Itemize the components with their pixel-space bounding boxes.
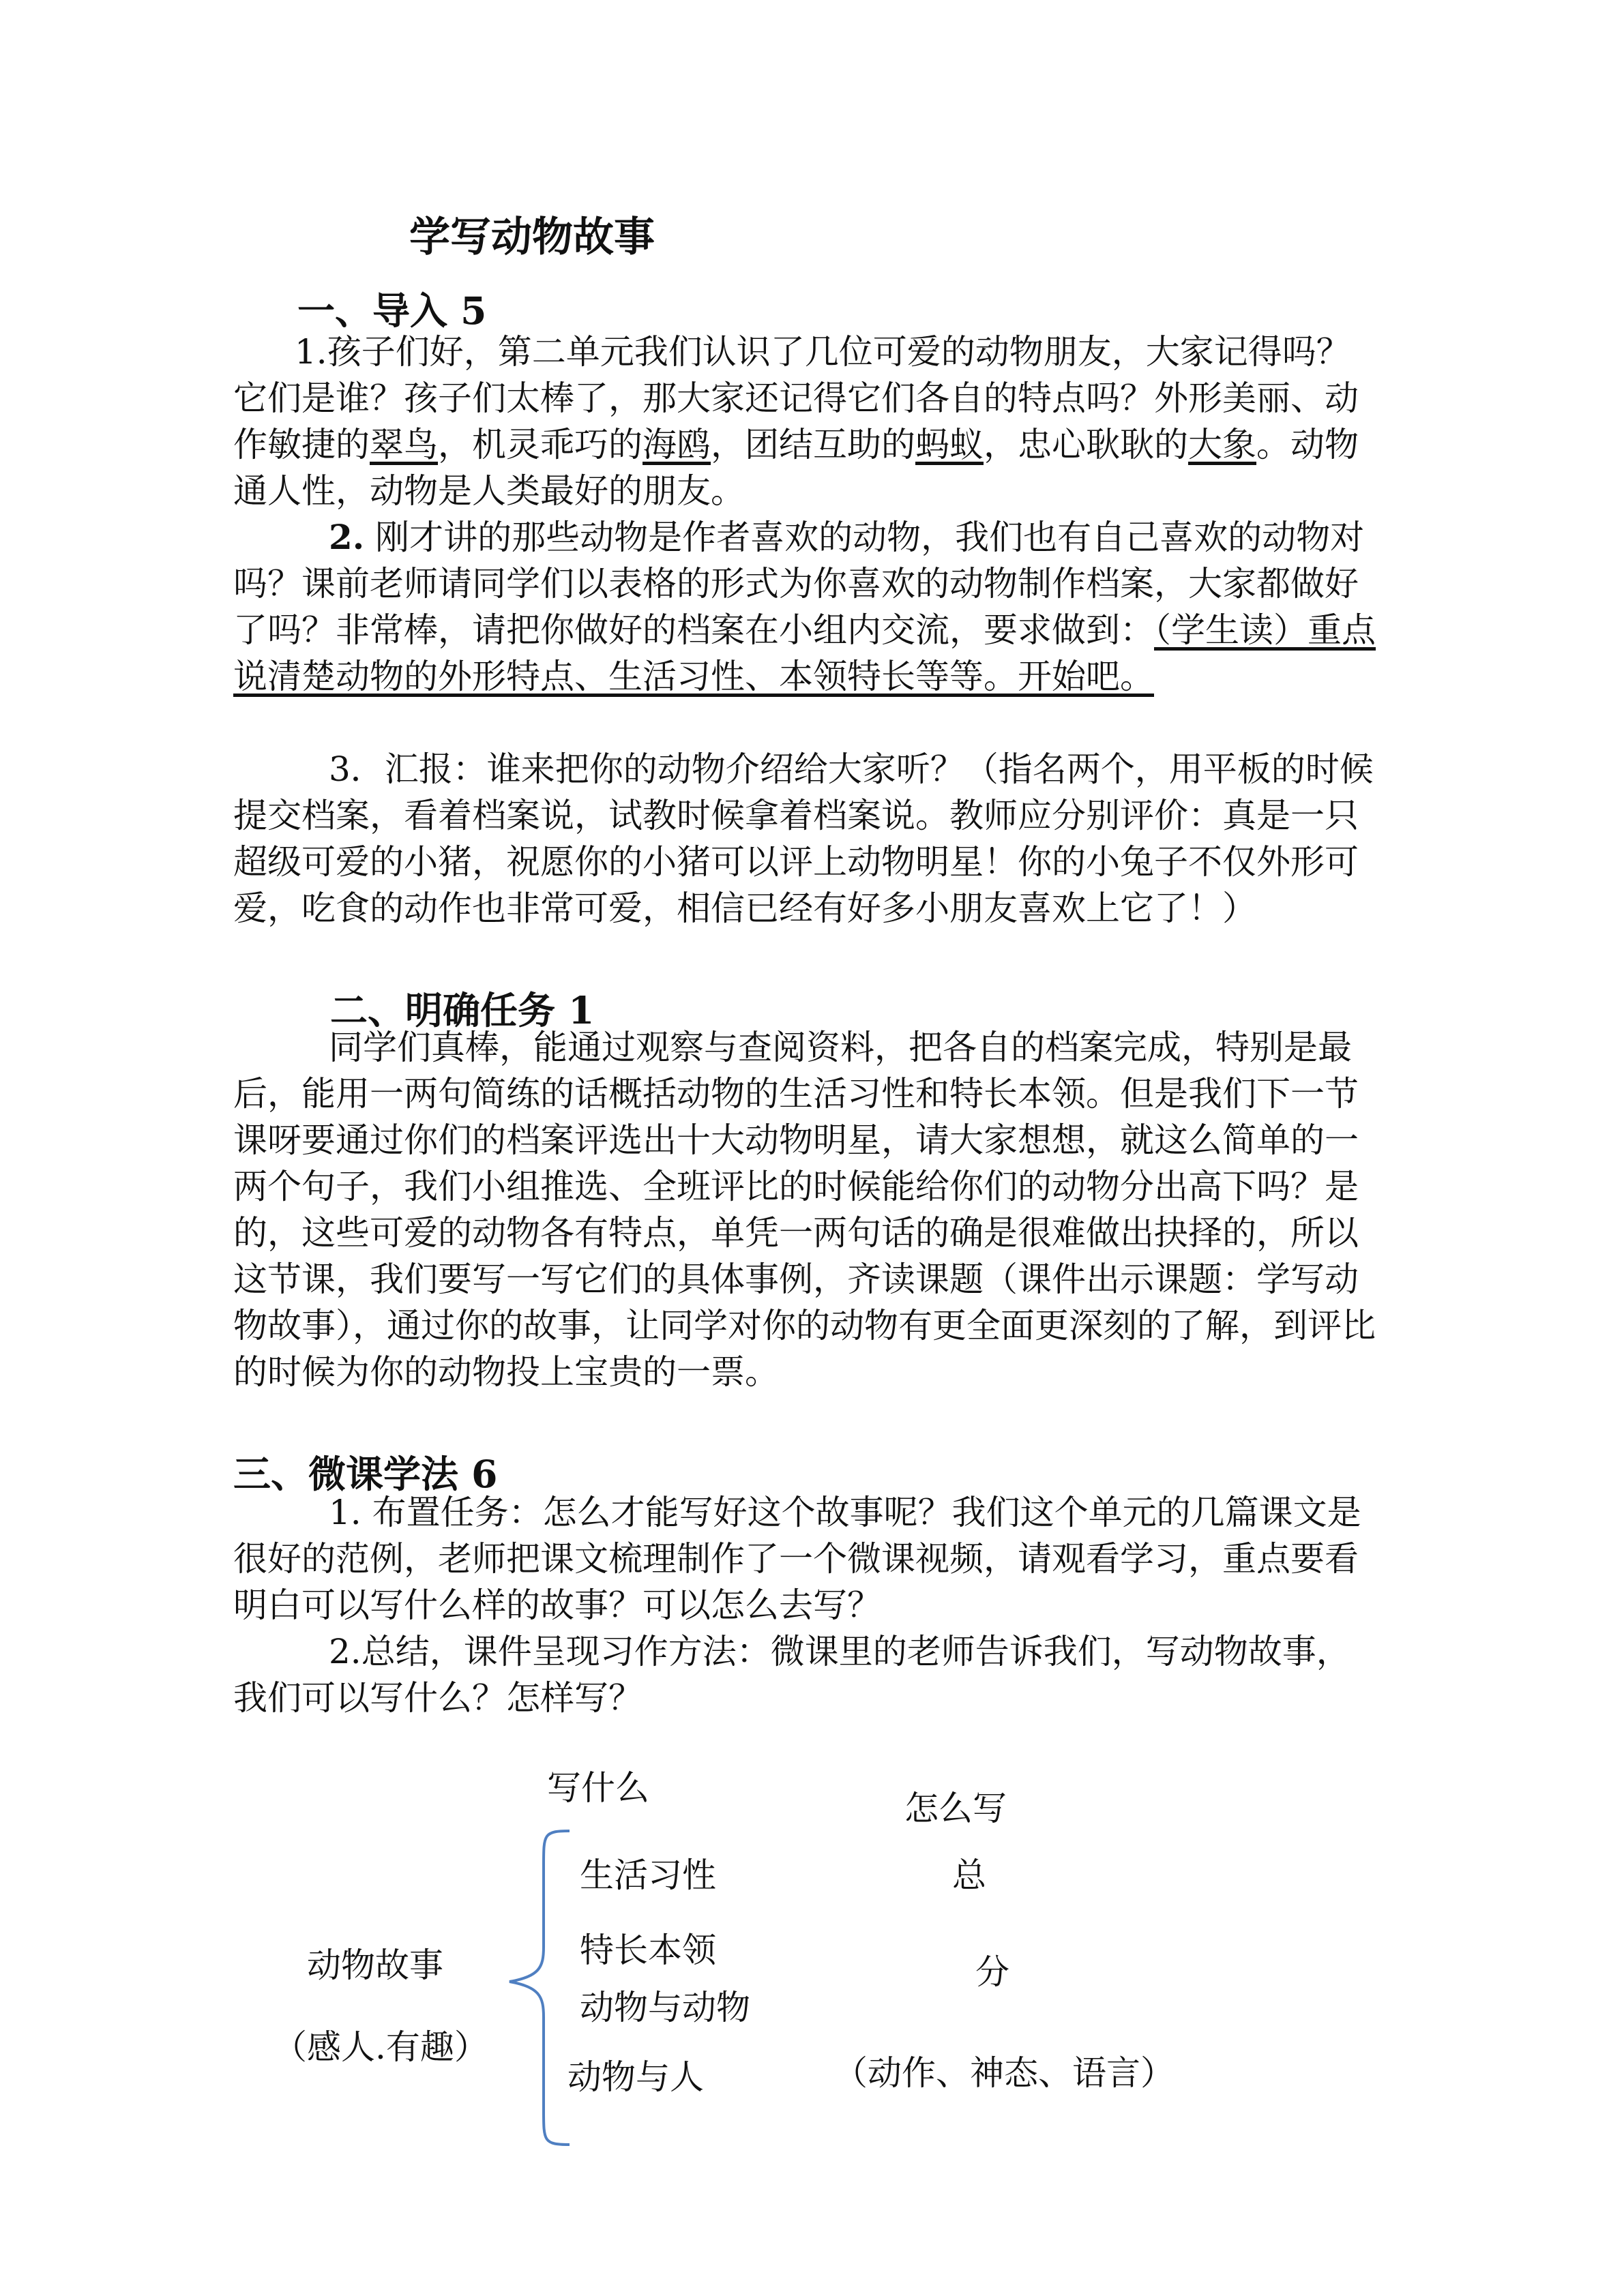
section-3-heading: 三、微课学法 6 — [233, 1452, 498, 1496]
diagram-item-animal-and-human: 动物与人 — [567, 2057, 704, 2097]
text-run: 1.孩子们好，第二单元我们认识了几位可爱的动物朋友，大家记得吗？它们是谁？孩子们太棒了，那大家还记得它们各自的特点吗？外形美丽、动作敏捷的 — [233, 332, 1359, 464]
underlined-term: 海鸥 — [643, 425, 711, 464]
text-run: ，机灵乖巧的 — [438, 425, 643, 464]
section-1-paragraph-1 — [233, 329, 1379, 514]
diagram-item-special-skills: 特长本领 — [580, 1930, 716, 1970]
section-1-paragraph-3: 3．汇报：谁来把你的动物介绍给大家听？（指名两个，用平板的时候提交档案，看着档案说，试教时候拿着档案说。教师应分别评价：真是一只超级可爱的小猪，祝愿你的小猪可以评上动物明星！你的小兔子不仅外形可爱，吃食的动作也非常可爱，相信已经有好多小朋友喜欢上它了！） — [233, 749, 1374, 928]
section-2-paragraph-1: 同学们真棒，能通过观察与查阅资料，把各自的档案完成，特别是最后，能用一两句简练的话概括动物的生活习性和特长本领。但是我们下一节课呀要通过你们的档案评选出十大动物明星，请大家想想，就这么简单的一两个句子，我们小组推选、全班评比的时候能给你们的动物分出高下吗？是的，这些可爱的动物各有特点，单凭一两句话的确是很难做出抉择的，所以这节课，我们要写一写它们的具体事例，齐读课题（课件出示课题：学写动物故事），通过你的故事，让同学对你的动物有更全面更深刻的了解，到评比的时候为你的动物投上宝贵的一票。 — [233, 1028, 1376, 1392]
section-1-heading: 一、导入 5 — [297, 288, 487, 333]
curly-brace-icon — [501, 1828, 576, 2148]
what-to-write-header: 写什么 — [547, 1768, 649, 1808]
section-1-paragraph-2 — [233, 514, 1379, 700]
underlined-requirement: （学生读）重点说清楚动物的外形特点、生活习性、本领特长等等。开始吧。 — [233, 610, 1376, 696]
diagram-main-label: 动物故事 — [307, 1945, 443, 1985]
section-3-paragraph-2: 2.总结，课件呈现习作方法：微课里的老师告诉我们，写动物故事，我们可以写什么？怎样写？ — [233, 1632, 1350, 1718]
section-2-heading: 二、明确任务 1 — [330, 988, 595, 1032]
how-item-details-note: （动作、神态、语言） — [833, 2053, 1175, 2093]
how-item-overview: 总 — [952, 1855, 986, 1895]
how-item-details: 分 — [975, 1952, 1009, 1992]
diagram-item-living-habits: 生活习性 — [580, 1855, 716, 1895]
underlined-term: 翠鸟 — [370, 425, 438, 464]
underlined-term: 蚂蚁 — [915, 425, 984, 464]
document-title: 学写动物故事 — [409, 213, 655, 261]
how-to-write-header: 怎么写 — [904, 1789, 1007, 1828]
text-run: 刚才讲的那些动物是作者喜欢的动物，我们也有自己喜欢的动物对吗？课前老师请同学们以表格的形式为你喜欢的动物制作档案，大家都做好了吗？非常棒，请把你做好的档案在小组内交流，要求做到： — [233, 518, 1365, 650]
diagram-item-animal-and-animal: 动物与动物 — [580, 1988, 750, 2027]
item-number: 2. — [329, 517, 365, 557]
text-run: 。动物通人性，动物是人类最好的朋友。 — [233, 425, 1359, 511]
text-run: ，忠心耿耿的 — [984, 425, 1188, 464]
diagram-main-subtitle: （感人.有趣） — [273, 2027, 488, 2067]
section-3-paragraph-1: 1. 布置任务：怎么才能写好这个故事呢？我们这个单元的几篇课文是很好的范例，老师把课文梳理制作了一个微课视频，请观看学习，重点要看明白可以写什么样的故事？可以怎么去写？ — [233, 1493, 1361, 1625]
underlined-term: 大象 — [1188, 425, 1256, 464]
text-run: ，团结互助的 — [711, 425, 915, 464]
